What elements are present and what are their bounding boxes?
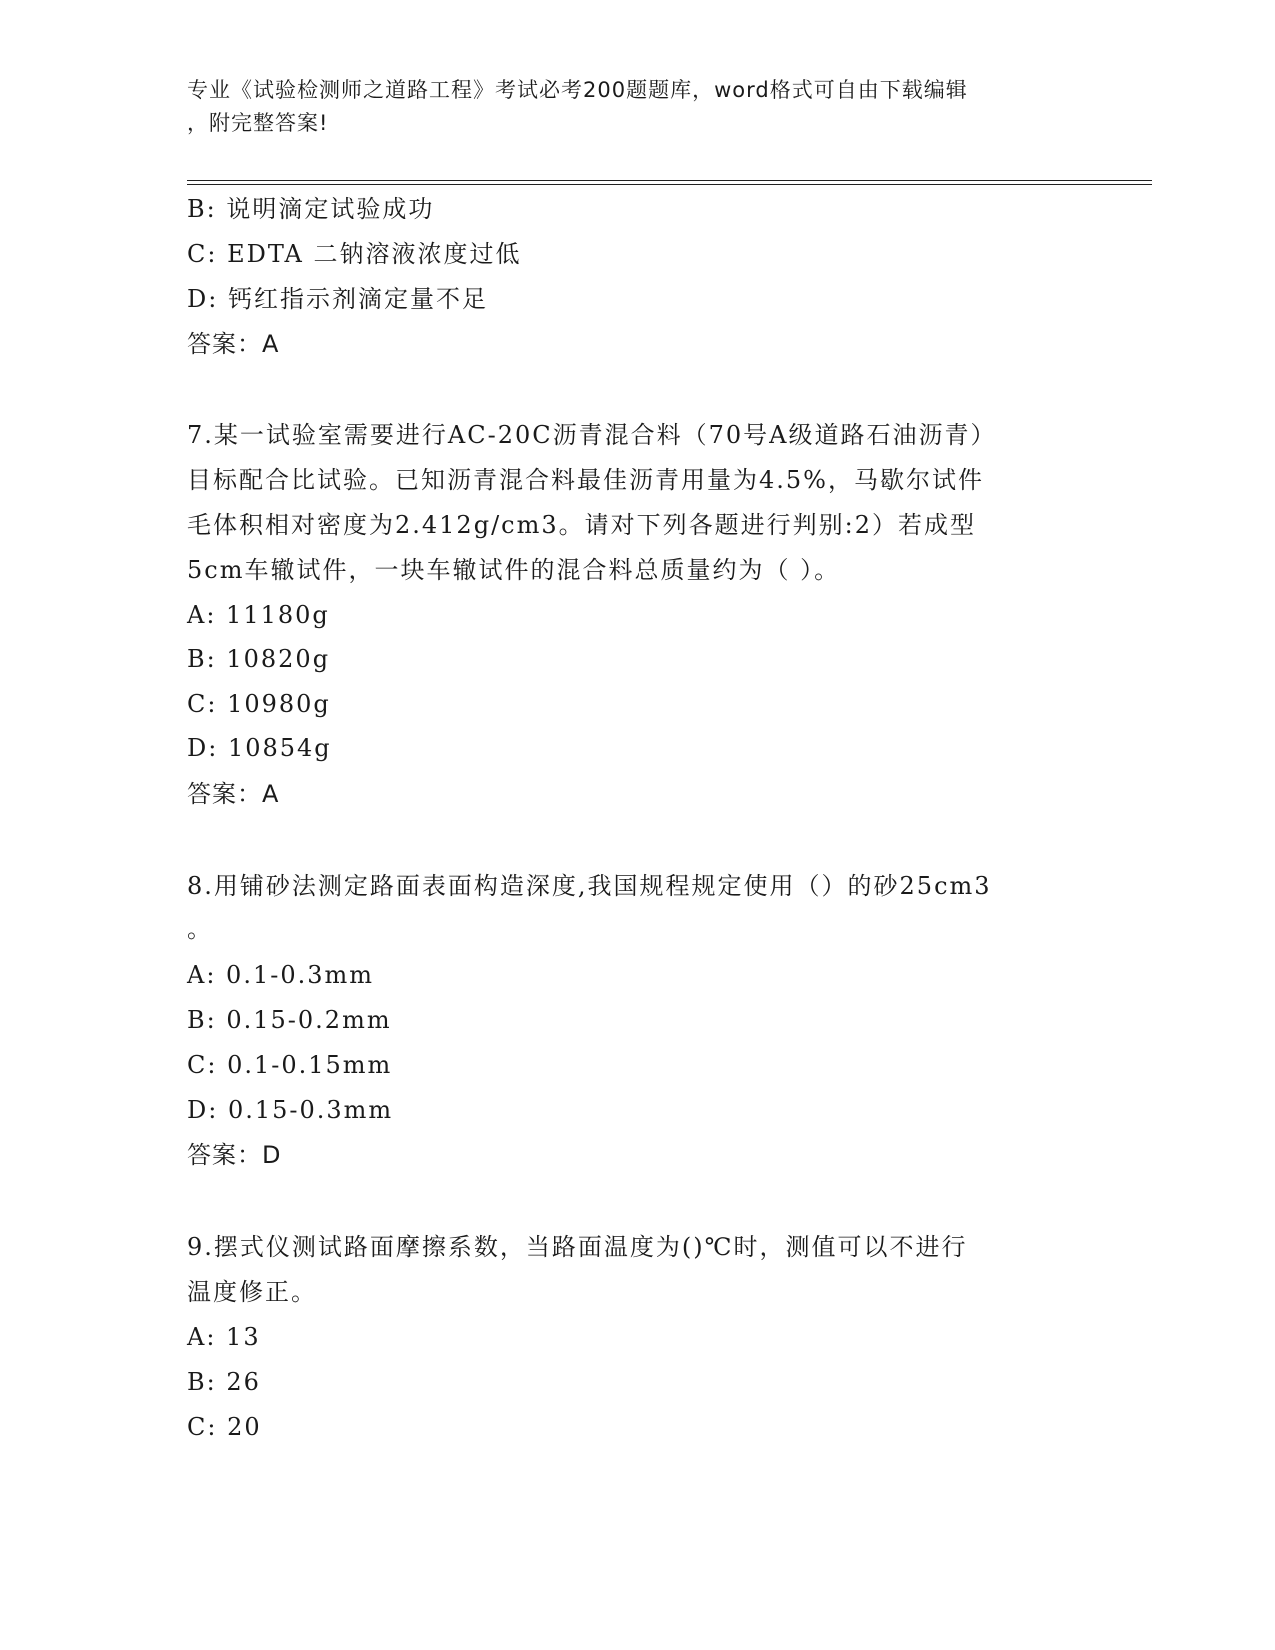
question-7-line-4: 5cm车辙试件，一块车辙试件的混合料总质量约为（ ）。	[187, 556, 841, 584]
option-b: B: 10820g	[187, 645, 331, 673]
question-7-line-2: 目标配合比试验。已知沥青混合料最佳沥青用量为4.5%，马歇尔试件	[187, 466, 984, 494]
option-b: B: 0.15-0.2mm	[187, 1006, 392, 1034]
question-9-line-1: 9.摆式仪测试路面摩擦系数，当路面温度为()℃时，测值可以不进行	[187, 1233, 968, 1261]
option-c: C: 20	[187, 1413, 262, 1441]
header-divider-bottom	[187, 184, 1152, 185]
question-7-line-1: 7.某一试验室需要进行AC-20C沥青混合料（70号A级道路石油沥青）	[187, 421, 997, 449]
option-c: C: 0.1-0.15mm	[187, 1051, 393, 1079]
question-7-line-3: 毛体积相对密度为2.412g/cm3。请对下列各题进行判别:2）若成型	[187, 511, 976, 539]
option-d: D: 10854g	[187, 734, 332, 762]
option-c: C: 10980g	[187, 690, 331, 718]
question-9-line-2: 温度修正。	[187, 1278, 317, 1306]
option-b: B: 说明滴定试验成功	[187, 195, 435, 223]
document-header	[187, 74, 1087, 140]
header-line-2: ，附完整答案!	[187, 111, 329, 135]
option-d: D: 0.15-0.3mm	[187, 1096, 394, 1124]
option-a: A: 0.1-0.3mm	[187, 961, 375, 989]
option-a: A: 11180g	[187, 601, 330, 629]
answer: 答案：D	[187, 1141, 282, 1169]
option-a: A: 13	[187, 1323, 261, 1351]
option-b: B: 26	[187, 1368, 261, 1396]
header-divider-top	[187, 180, 1152, 181]
question-8-line-1: 8.用铺砂法测定路面表面构造深度,我国规程规定使用（）的砂25cm3	[187, 872, 992, 900]
option-c: C: EDTA 二钠溶液浓度过低	[187, 240, 522, 268]
answer: 答案：A	[187, 780, 280, 808]
answer: 答案：A	[187, 330, 280, 358]
question-8-line-2: 。	[187, 915, 213, 943]
header-line-1: 专业《试验检测师之道路工程》考试必考200题题库，word格式可自由下载编辑	[187, 78, 968, 102]
option-d: D: 钙红指示剂滴定量不足	[187, 285, 488, 313]
